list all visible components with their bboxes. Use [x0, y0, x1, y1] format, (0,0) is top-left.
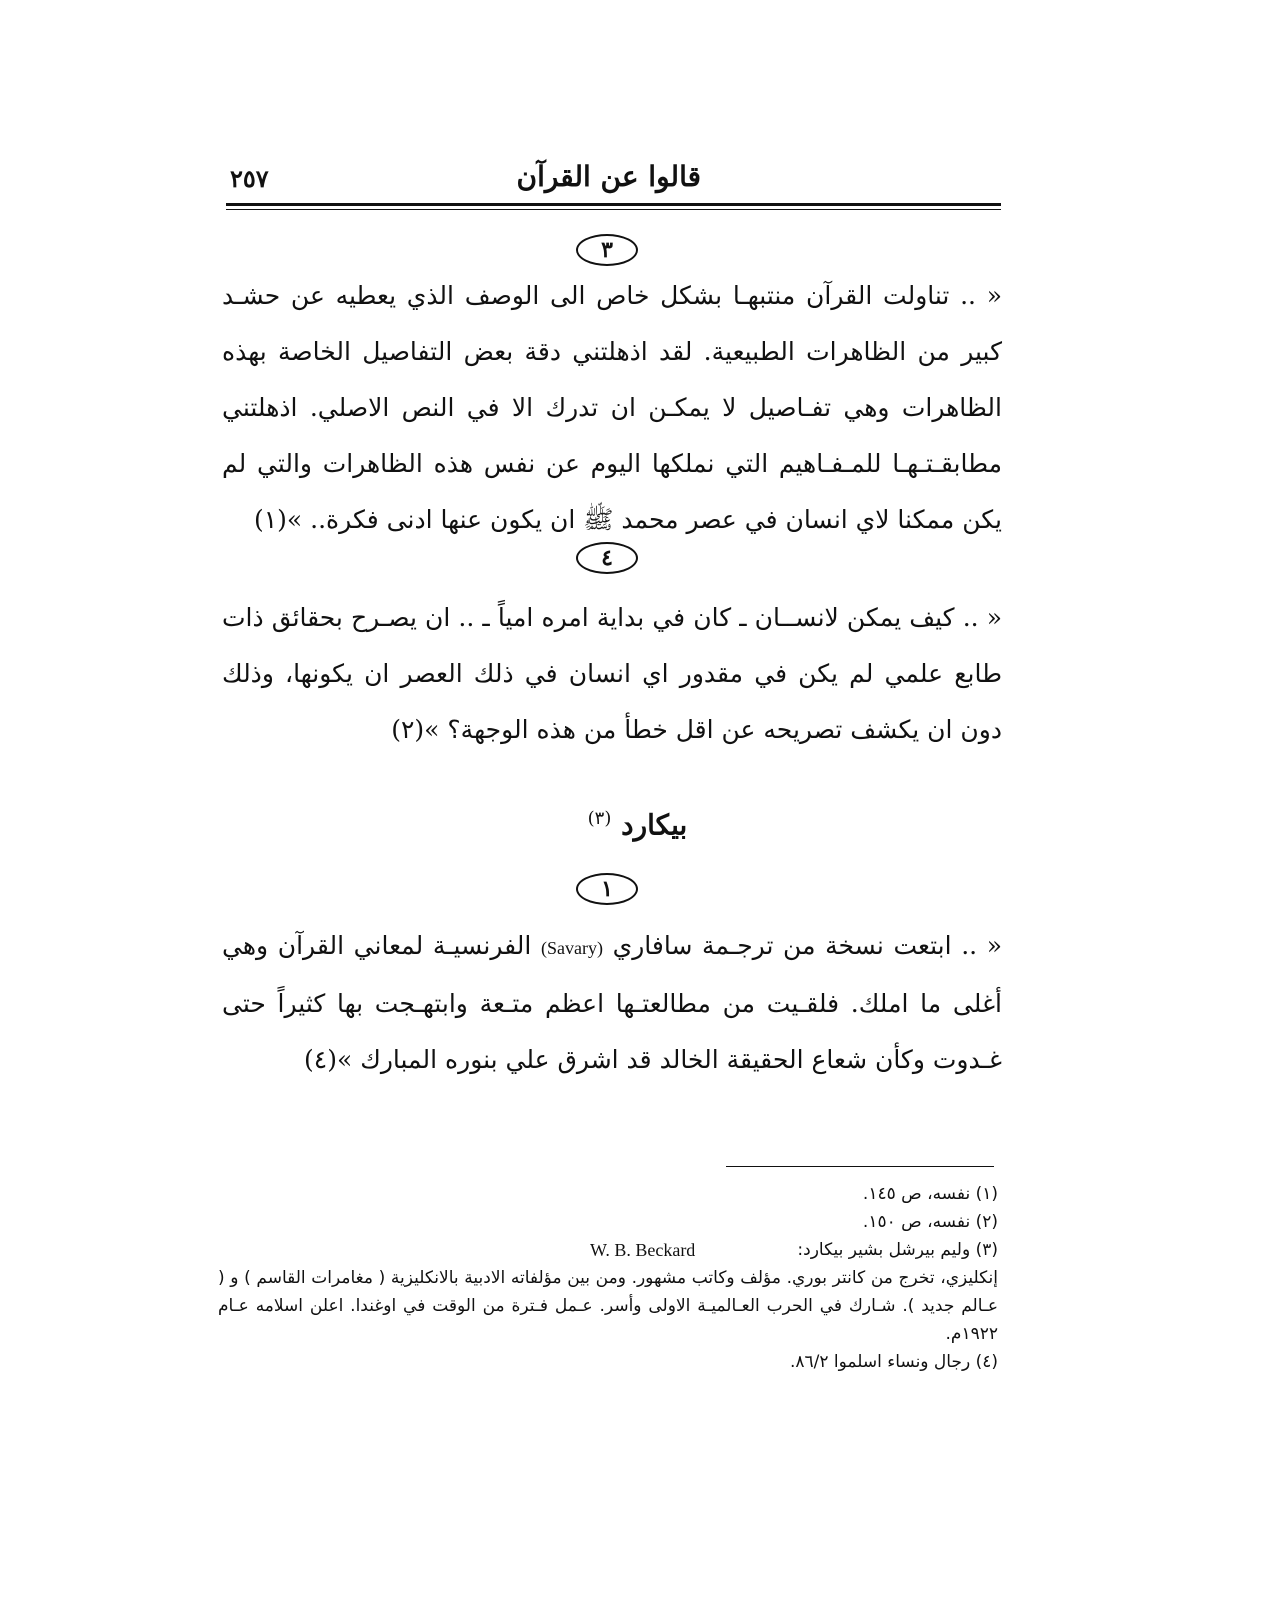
header-rule-thin — [226, 209, 1001, 210]
quote-paragraph: « .. كيف يمكن لانســان ـ كان في بداية امره امياً ـ .. ان يصـرح بحقائق ذات طابع علمي لم يكن في مقدور اي انسان في ذلك العصر ان يكونها، وذلك دون ان يكشف تصريحه عن اقل خطأ من هذه الوجهة؟ »(٢) — [222, 603, 1002, 744]
section-number: ١ — [601, 876, 613, 902]
heading-name: بيكارد — [621, 808, 688, 842]
footnote-text: (٣) وليم بيرشل بشير بيكارد: — [797, 1240, 998, 1260]
running-title: قالوا عن القرآن — [516, 160, 701, 193]
footnote — [218, 1236, 998, 1264]
page-number: ٢٥٧ — [230, 164, 269, 193]
footnote: (٤) رجال ونساء اسلموا ٨٦/٢. — [789, 1352, 998, 1372]
section-number-badge — [576, 542, 638, 574]
running-header — [226, 160, 1001, 200]
footnote: (١) نفسه، ص ١٤٥. — [862, 1184, 998, 1204]
quote-paragraph — [222, 918, 1002, 1088]
section-number: ٣ — [601, 237, 613, 263]
footnote-rule — [726, 1166, 994, 1167]
footnote-body: إنكليزي، تخرج من كانتر بوري. مؤلف وكاتب مشهور. ومن بين مؤلفاته الادبية بالانكليزية ( مغامرات القاسم ) و ( عـالم جديد ). شـارك في الحرب العـالميـة الاولى وأسر. عـمل فـترة من الوقت في اوغندا. اعلن اسلامه عـام ١٩٢٢م. — [218, 1268, 998, 1344]
section-number-badge — [576, 873, 638, 905]
section-number: ٤ — [601, 545, 613, 571]
quote-text: « .. ابتعت نسخة من ترجـمة سافاري — [612, 931, 1003, 960]
quote-text: الفرنسيـة لمعاني القرآن وهي أغلى ما املك. فلقـيت من مطالعتـها اعظم متـعة وابتهـجت بها كثيراً حتى غـدوت وكأن شعاع الحقيقة الخالد قد اشرق علي بنوره المبارك »(٤) — [222, 931, 1002, 1074]
latin-name: (Savary) — [541, 938, 603, 958]
quote-paragraph: « .. تناولت القرآن منتبهـا بشكل خاص الى الوصف الذي يعطيه عن حشـد كبير من الظاهرات الطبيعية. لقد اذهلتني دقة بعض التفاصيل الخاصة بهذه الظاهرات وهي تفـاصيل لا يمكـن ان تدرك الا في النص الاصلي. اذهلتني مطابقـتـهـا للمـفـاهيم التي نملكها اليوم عن نفس هذه الظاهرات والتي لم يكن ممكنا لاي انسان في عصر محمد ﷺ ان يكون عنها ادنى فكرة.. »(١) — [222, 281, 1002, 534]
section-number-badge — [576, 234, 638, 266]
footnote-latin-name: W. B. Beckard — [590, 1240, 696, 1260]
header-rule — [226, 203, 1001, 206]
footnote: (٢) نفسه، ص ١٥٠. — [862, 1212, 998, 1232]
heading-footnote-ref: (٣) — [587, 808, 612, 829]
section-heading — [0, 808, 1275, 841]
